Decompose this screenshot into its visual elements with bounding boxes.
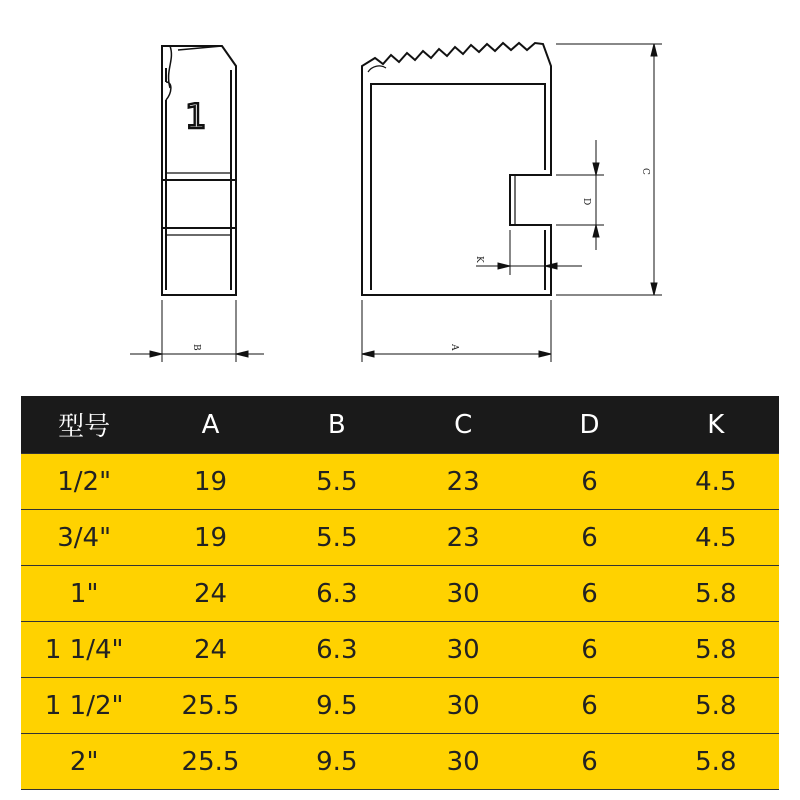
dim-label-k: K	[474, 256, 484, 263]
cell-c: 30	[400, 734, 526, 790]
front-view	[362, 43, 551, 295]
header-a: A	[147, 396, 273, 454]
serrated-edge	[362, 43, 551, 295]
header-d: D	[526, 396, 652, 454]
table-row	[21, 734, 779, 790]
side-view	[162, 46, 236, 295]
cell-k: 4.5	[653, 510, 779, 566]
table-header-row	[21, 396, 779, 454]
cell-model: 1 1/4"	[21, 622, 147, 678]
cell-b: 9.5	[274, 734, 400, 790]
cell-c: 23	[400, 454, 526, 510]
cell-model: 1/2"	[21, 454, 147, 510]
table-row	[21, 622, 779, 678]
dim-label-a: A	[449, 344, 459, 351]
cell-c: 23	[400, 510, 526, 566]
header-c: C	[400, 396, 526, 454]
spec-table	[21, 396, 779, 790]
cell-a: 19	[147, 454, 273, 510]
cell-k: 4.5	[653, 454, 779, 510]
cell-model: 1"	[21, 566, 147, 622]
cell-a: 24	[147, 566, 273, 622]
dim-label-b: B	[191, 344, 201, 351]
cell-b: 5.5	[274, 510, 400, 566]
cell-d: 6	[526, 678, 652, 734]
table-row	[21, 566, 779, 622]
cell-model: 1 1/2"	[21, 678, 147, 734]
cell-d: 6	[526, 622, 652, 678]
cell-b: 9.5	[274, 678, 400, 734]
dim-label-d: D	[581, 198, 591, 206]
cell-b: 5.5	[274, 454, 400, 510]
dim-label-c: C	[640, 168, 650, 175]
cell-a: 25.5	[147, 734, 273, 790]
cell-c: 30	[400, 566, 526, 622]
cell-b: 6.3	[274, 622, 400, 678]
technical-drawing	[0, 0, 800, 390]
cell-c: 30	[400, 622, 526, 678]
cell-d: 6	[526, 510, 652, 566]
table-row	[21, 510, 779, 566]
cell-model: 2"	[21, 734, 147, 790]
cell-k: 5.8	[653, 622, 779, 678]
cell-d: 6	[526, 734, 652, 790]
header-model: 型号	[21, 396, 147, 454]
cell-a: 25.5	[147, 678, 273, 734]
cell-c: 30	[400, 678, 526, 734]
cell-d: 6	[526, 566, 652, 622]
part-number: 1	[185, 97, 207, 137]
cell-a: 19	[147, 510, 273, 566]
cell-k: 5.8	[653, 566, 779, 622]
cell-a: 24	[147, 622, 273, 678]
table-row	[21, 454, 779, 510]
cell-d: 6	[526, 454, 652, 510]
header-k: K	[653, 396, 779, 454]
header-b: B	[274, 396, 400, 454]
cell-b: 6.3	[274, 566, 400, 622]
cell-k: 5.8	[653, 678, 779, 734]
cell-k: 5.8	[653, 734, 779, 790]
table-row	[21, 678, 779, 734]
cell-model: 3/4"	[21, 510, 147, 566]
